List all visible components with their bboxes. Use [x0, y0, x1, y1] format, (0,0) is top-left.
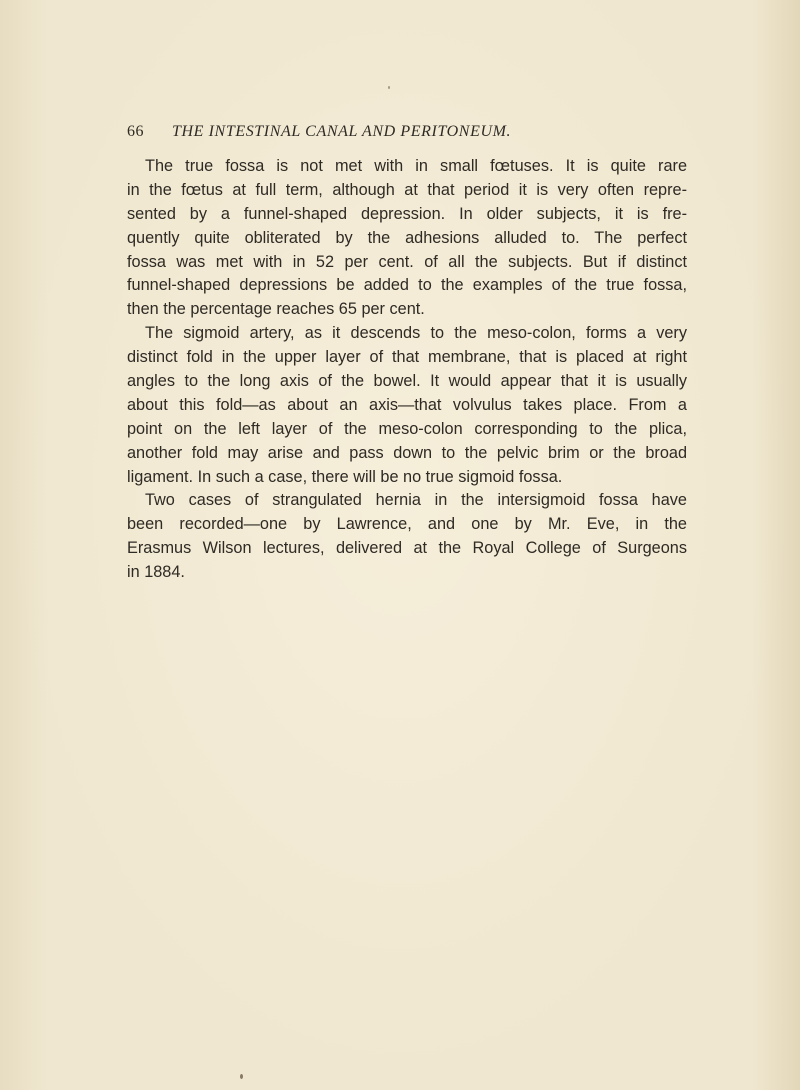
running-title: THE INTESTINAL CANAL AND PERITONEUM.: [172, 123, 512, 140]
running-head: [127, 123, 687, 147]
text-line: sented by a funnel-shaped depression. In older subjects, it is fre-: [127, 204, 687, 223]
text-line: in 1884.: [127, 563, 185, 582]
text-line: distinct fold in the upper layer of that membrane, that is placed at right: [127, 348, 687, 367]
text-line: ligament. In such a case, there will be no true sigmoid fossa.: [127, 467, 563, 486]
paper-speck: [240, 1074, 243, 1079]
text-line: quently quite obliterated by the adhesions alluded to. The perfect: [127, 228, 687, 247]
text-line: The sigmoid artery, as it descends to the meso-colon, forms a very: [145, 324, 687, 343]
text-line: point on the left layer of the meso-colon corresponding to the plica,: [127, 419, 687, 438]
text-line: about this fold—as about an axis—that volvulus takes place. From a: [127, 395, 687, 414]
paper-speck: [388, 86, 390, 89]
text-line: angles to the long axis of the bowel. It would appear that it is usually: [127, 372, 687, 391]
text-line: fossa was met with in 52 per cent. of all the subjects. But if distinct: [127, 252, 687, 271]
text-line: another fold may arise and pass down to the pelvic brim or the broad: [127, 443, 687, 462]
text-line: funnel-shaped depressions be added to the examples of the true fossa,: [127, 276, 687, 295]
text-line: Two cases of strangulated hernia in the intersigmoid fossa have: [145, 491, 687, 510]
text-line: The true fossa is not met with in small fœtuses. It is quite rare: [145, 157, 687, 175]
text-line: Erasmus Wilson lectures, delivered at the Royal College of Surgeons: [127, 539, 687, 558]
text-line: been recorded—one by Lawrence, and one by Mr. Eve, in the: [127, 515, 687, 534]
text-line: then the percentage reaches 65 per cent.: [127, 300, 425, 319]
page-number: 66: [127, 123, 144, 140]
text-line: in the fœtus at full term, although at that period it is very often repre-: [127, 180, 687, 199]
body-text: [127, 155, 687, 585]
